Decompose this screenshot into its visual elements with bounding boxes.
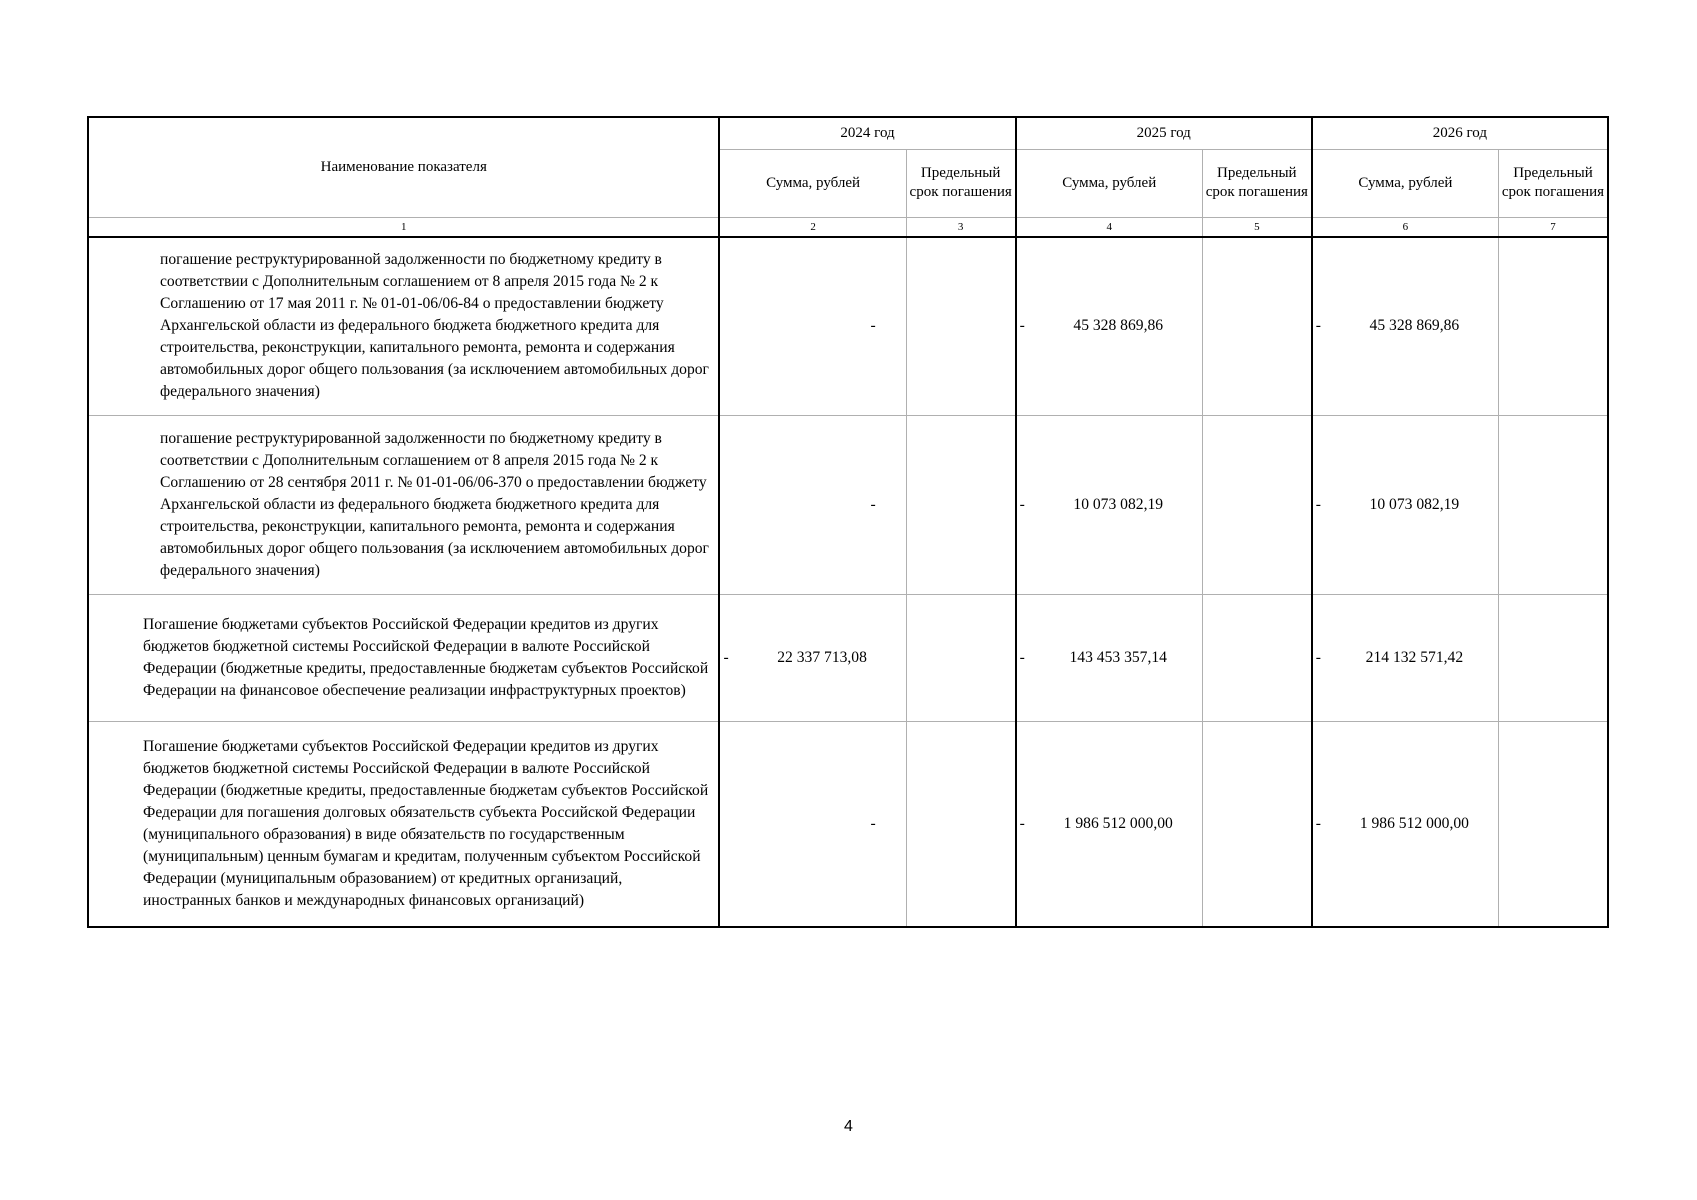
amount-value: 10 073 082,19 (1073, 496, 1164, 513)
row-term-2026 (1499, 237, 1609, 416)
year-2024-header: 2024 год (719, 117, 1015, 149)
row-term-2025 (1202, 722, 1311, 927)
row-term-2026 (1499, 416, 1609, 595)
amount-value: 1 986 512 000,00 (1063, 814, 1173, 832)
term-2026-header: Предельный срок погашения (1499, 149, 1609, 217)
row-name: погашение реструктурированной задолженности по бюджетному кредиту в соответствии с Дополнительным соглашением от 8 апреля 2015 года № 2 к Соглашению от 28 сентября 2011 г. № 01-01-06/06-370 о предоставлении бюджету Архангельской области из федерального бюджета бюджетного кредита для строительства, реконструкции, капитального ремонта, ремонта и содержания автомобильных дорог общего пользования (за исключением автомобильных дорог федерального значения) (88, 416, 719, 595)
amount-value: 45 328 869,86 (1073, 317, 1164, 335)
row-term-2025 (1202, 595, 1311, 722)
amount-value: 143 453 357,14 (1069, 649, 1167, 666)
sum-2026-header: Сумма, рублей (1312, 149, 1499, 217)
col-number-6: 6 (1312, 217, 1499, 237)
page-number: 4 (844, 1118, 853, 1135)
dash-marker: - (1019, 814, 1025, 832)
sum-2024-header: Сумма, рублей (719, 149, 906, 217)
term-2024-header: Предельный срок погашения (906, 149, 1015, 217)
row-sum-2025 (1016, 595, 1203, 722)
row-name: погашение реструктурированной задолженности по бюджетному кредиту в соответствии с Дополнительным соглашением от 8 апреля 2015 года № 2 к Соглашению от 17 мая 2011 г. № 01-01-06/06-84 о предоставлении бюджету Архангельской области из федерального бюджета бюджетного кредита для строительства, реконструкции, капитального ремонта, ремонта и содержания автомобильных дорог общего пользования (за исключением автомобильных дорог федерального значения) (88, 237, 719, 416)
dash-marker: - (1315, 317, 1321, 335)
row-term-2024 (906, 237, 1015, 416)
col-number-7: 7 (1499, 217, 1609, 237)
table-row (88, 595, 1608, 722)
row-sum-2024 (719, 595, 906, 722)
budget-table (87, 116, 1609, 928)
row-sum-2026 (1312, 237, 1499, 416)
amount-value: 214 132 571,42 (1365, 649, 1464, 666)
row-sum-2026 (1312, 416, 1499, 595)
amount-value: 22 337 713,08 (777, 649, 867, 666)
col-number-4: 4 (1016, 217, 1203, 237)
row-term-2026 (1499, 595, 1609, 722)
year-2026-header: 2026 год (1312, 117, 1608, 149)
sum-2025-header: Сумма, рублей (1016, 149, 1203, 217)
amount-value: 45 328 869,86 (1369, 317, 1460, 335)
row-term-2024 (906, 416, 1015, 595)
row-term-2024 (906, 595, 1015, 722)
row-sum-2024: - (719, 722, 906, 927)
row-term-2024 (906, 722, 1015, 927)
row-sum-2025 (1016, 722, 1203, 927)
year-2025-header: 2025 год (1016, 117, 1312, 149)
row-sum-2026 (1312, 722, 1499, 927)
dash-marker: - (723, 649, 729, 666)
dash-marker: - (1315, 496, 1321, 513)
header-years-row (88, 117, 1608, 149)
row-sum-2026 (1312, 595, 1499, 722)
dash-marker: - (1315, 814, 1321, 832)
row-sum-2024: - (719, 237, 906, 416)
amount-value: 1 986 512 000,00 (1359, 814, 1469, 832)
dash-marker: - (1019, 496, 1025, 513)
term-2025-header: Предельный срок погашения (1202, 149, 1311, 217)
row-sum-2024: - (719, 416, 906, 595)
dash-marker: - (1315, 649, 1321, 666)
col-number-2: 2 (719, 217, 906, 237)
indicator-header: Наименование показателя (88, 117, 719, 217)
dash-marker: - (1019, 649, 1025, 666)
row-name: Погашение бюджетами субъектов Российской Федерации кредитов из других бюджетов бюджетной системы Российской Федерации в валюте Российской Федерации (бюджетные кредиты, предоставленные бюджетам субъектов Российской Федерации на финансовое обеспечение реализации инфраструктурных проектов) (88, 595, 719, 722)
row-term-2026 (1499, 722, 1609, 927)
col-number-1: 1 (88, 217, 719, 237)
row-sum-2025 (1016, 416, 1203, 595)
row-name: Погашение бюджетами субъектов Российской Федерации кредитов из других бюджетов бюджетной системы Российской Федерации в валюте Российской Федерации (бюджетные кредиты, предоставленные бюджетам субъектов Российской Федерации для погашения долговых обязательств субъекта Российской Федерации (муниципального образования) в виде обязательств по государственным (муниципальным) ценным бумагам и кредитам, полученным субъектом Российской Федерации (муниципальным образованием) от кредитных организаций, иностранных банков и международных финансовых организаций) (88, 722, 719, 927)
table-row (88, 722, 1608, 927)
row-term-2025 (1202, 237, 1311, 416)
dash-marker: - (1019, 317, 1025, 335)
row-sum-2025 (1016, 237, 1203, 416)
col-number-3: 3 (906, 217, 1015, 237)
row-term-2025 (1202, 416, 1311, 595)
col-number-5: 5 (1202, 217, 1311, 237)
table-row (88, 237, 1608, 416)
table-row (88, 416, 1608, 595)
amount-value: 10 073 082,19 (1369, 496, 1460, 513)
column-numbers-row (88, 217, 1608, 237)
